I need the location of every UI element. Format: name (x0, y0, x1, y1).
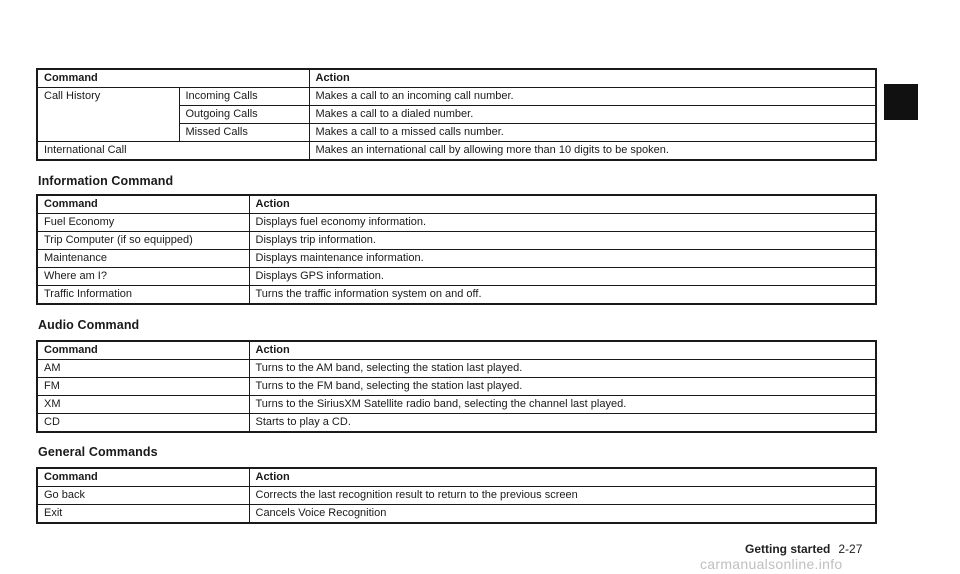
table-header-row (37, 69, 876, 88)
table-row (37, 396, 876, 414)
action-cell: Turns to the FM band, selecting the station last played. (249, 378, 876, 396)
table-row (37, 378, 876, 396)
footer-section-title: Getting started (745, 542, 831, 556)
column-header-command: Command (44, 198, 98, 210)
action-cell: Turns to the AM band, selecting the station last played. (249, 360, 876, 378)
sub-command-cell: Outgoing Calls (179, 106, 309, 124)
table-header-row (37, 195, 876, 214)
command-cell: Exit (37, 505, 249, 524)
table-row (37, 414, 876, 433)
command-cell: XM (37, 396, 249, 414)
command-cell: CD (37, 414, 249, 433)
table-row (37, 214, 876, 232)
sub-command-cell: Missed Calls (179, 124, 309, 142)
command-cell: FM (37, 378, 249, 396)
action-cell: Makes an international call by allowing more than 10 digits to be spoken. (309, 142, 876, 161)
action-cell: Turns to the SiriusXM Satellite radio band, selecting the channel last played. (249, 396, 876, 414)
column-header-action: Action (249, 341, 876, 360)
action-cell: Displays fuel economy information. (249, 214, 876, 232)
action-cell: Makes a call to a missed calls number. (309, 124, 876, 142)
command-cell: AM (37, 360, 249, 378)
call-history-cell: Call History (37, 88, 179, 142)
information-command-table (36, 194, 877, 305)
table-row (37, 268, 876, 286)
action-cell: Starts to play a CD. (249, 414, 876, 433)
action-cell: Displays trip information. (249, 232, 876, 250)
action-cell: Corrects the last recognition result to return to the previous screen (249, 487, 876, 505)
action-cell: Cancels Voice Recognition (249, 505, 876, 524)
table-row (37, 286, 876, 305)
action-cell: Makes a call to a dialed number. (309, 106, 876, 124)
column-header-command: Command (44, 344, 98, 356)
command-cell: Traffic Information (37, 286, 249, 305)
table-row (37, 505, 876, 524)
action-cell: Turns the traffic information system on and off. (249, 286, 876, 305)
table-row (37, 142, 876, 161)
phone-command-table (36, 68, 877, 161)
command-cell: International Call (37, 142, 309, 161)
command-cell: Fuel Economy (37, 214, 249, 232)
section-heading-audio: Audio Command (38, 318, 140, 332)
action-cell: Displays GPS information. (249, 268, 876, 286)
action-cell: Makes a call to an incoming call number. (309, 88, 876, 106)
column-header-command: Command (44, 72, 98, 84)
table-row (37, 360, 876, 378)
command-cell: Maintenance (37, 250, 249, 268)
command-cell: Where am I? (37, 268, 249, 286)
table-header-row (37, 341, 876, 360)
table-header-row (37, 468, 876, 487)
table-row (37, 88, 876, 106)
chapter-tab-marker (884, 84, 918, 120)
table-row (37, 232, 876, 250)
command-cell: Go back (37, 487, 249, 505)
section-heading-general: General Commands (38, 445, 158, 459)
command-cell: Trip Computer (if so equipped) (37, 232, 249, 250)
column-header-action: Action (249, 195, 876, 214)
action-cell: Displays maintenance information. (249, 250, 876, 268)
general-command-table (36, 467, 877, 524)
page-number: 2-27 (838, 542, 863, 556)
audio-command-table (36, 340, 877, 433)
watermark-text: carmanualsonline.info (700, 556, 843, 572)
sub-command-cell: Incoming Calls (179, 88, 309, 106)
column-header-action: Action (309, 69, 876, 88)
column-header-action: Action (249, 468, 876, 487)
column-header-command: Command (44, 471, 98, 483)
table-row (37, 487, 876, 505)
page-footer (745, 542, 862, 556)
section-heading-information: Information Command (38, 174, 174, 188)
table-row (37, 250, 876, 268)
